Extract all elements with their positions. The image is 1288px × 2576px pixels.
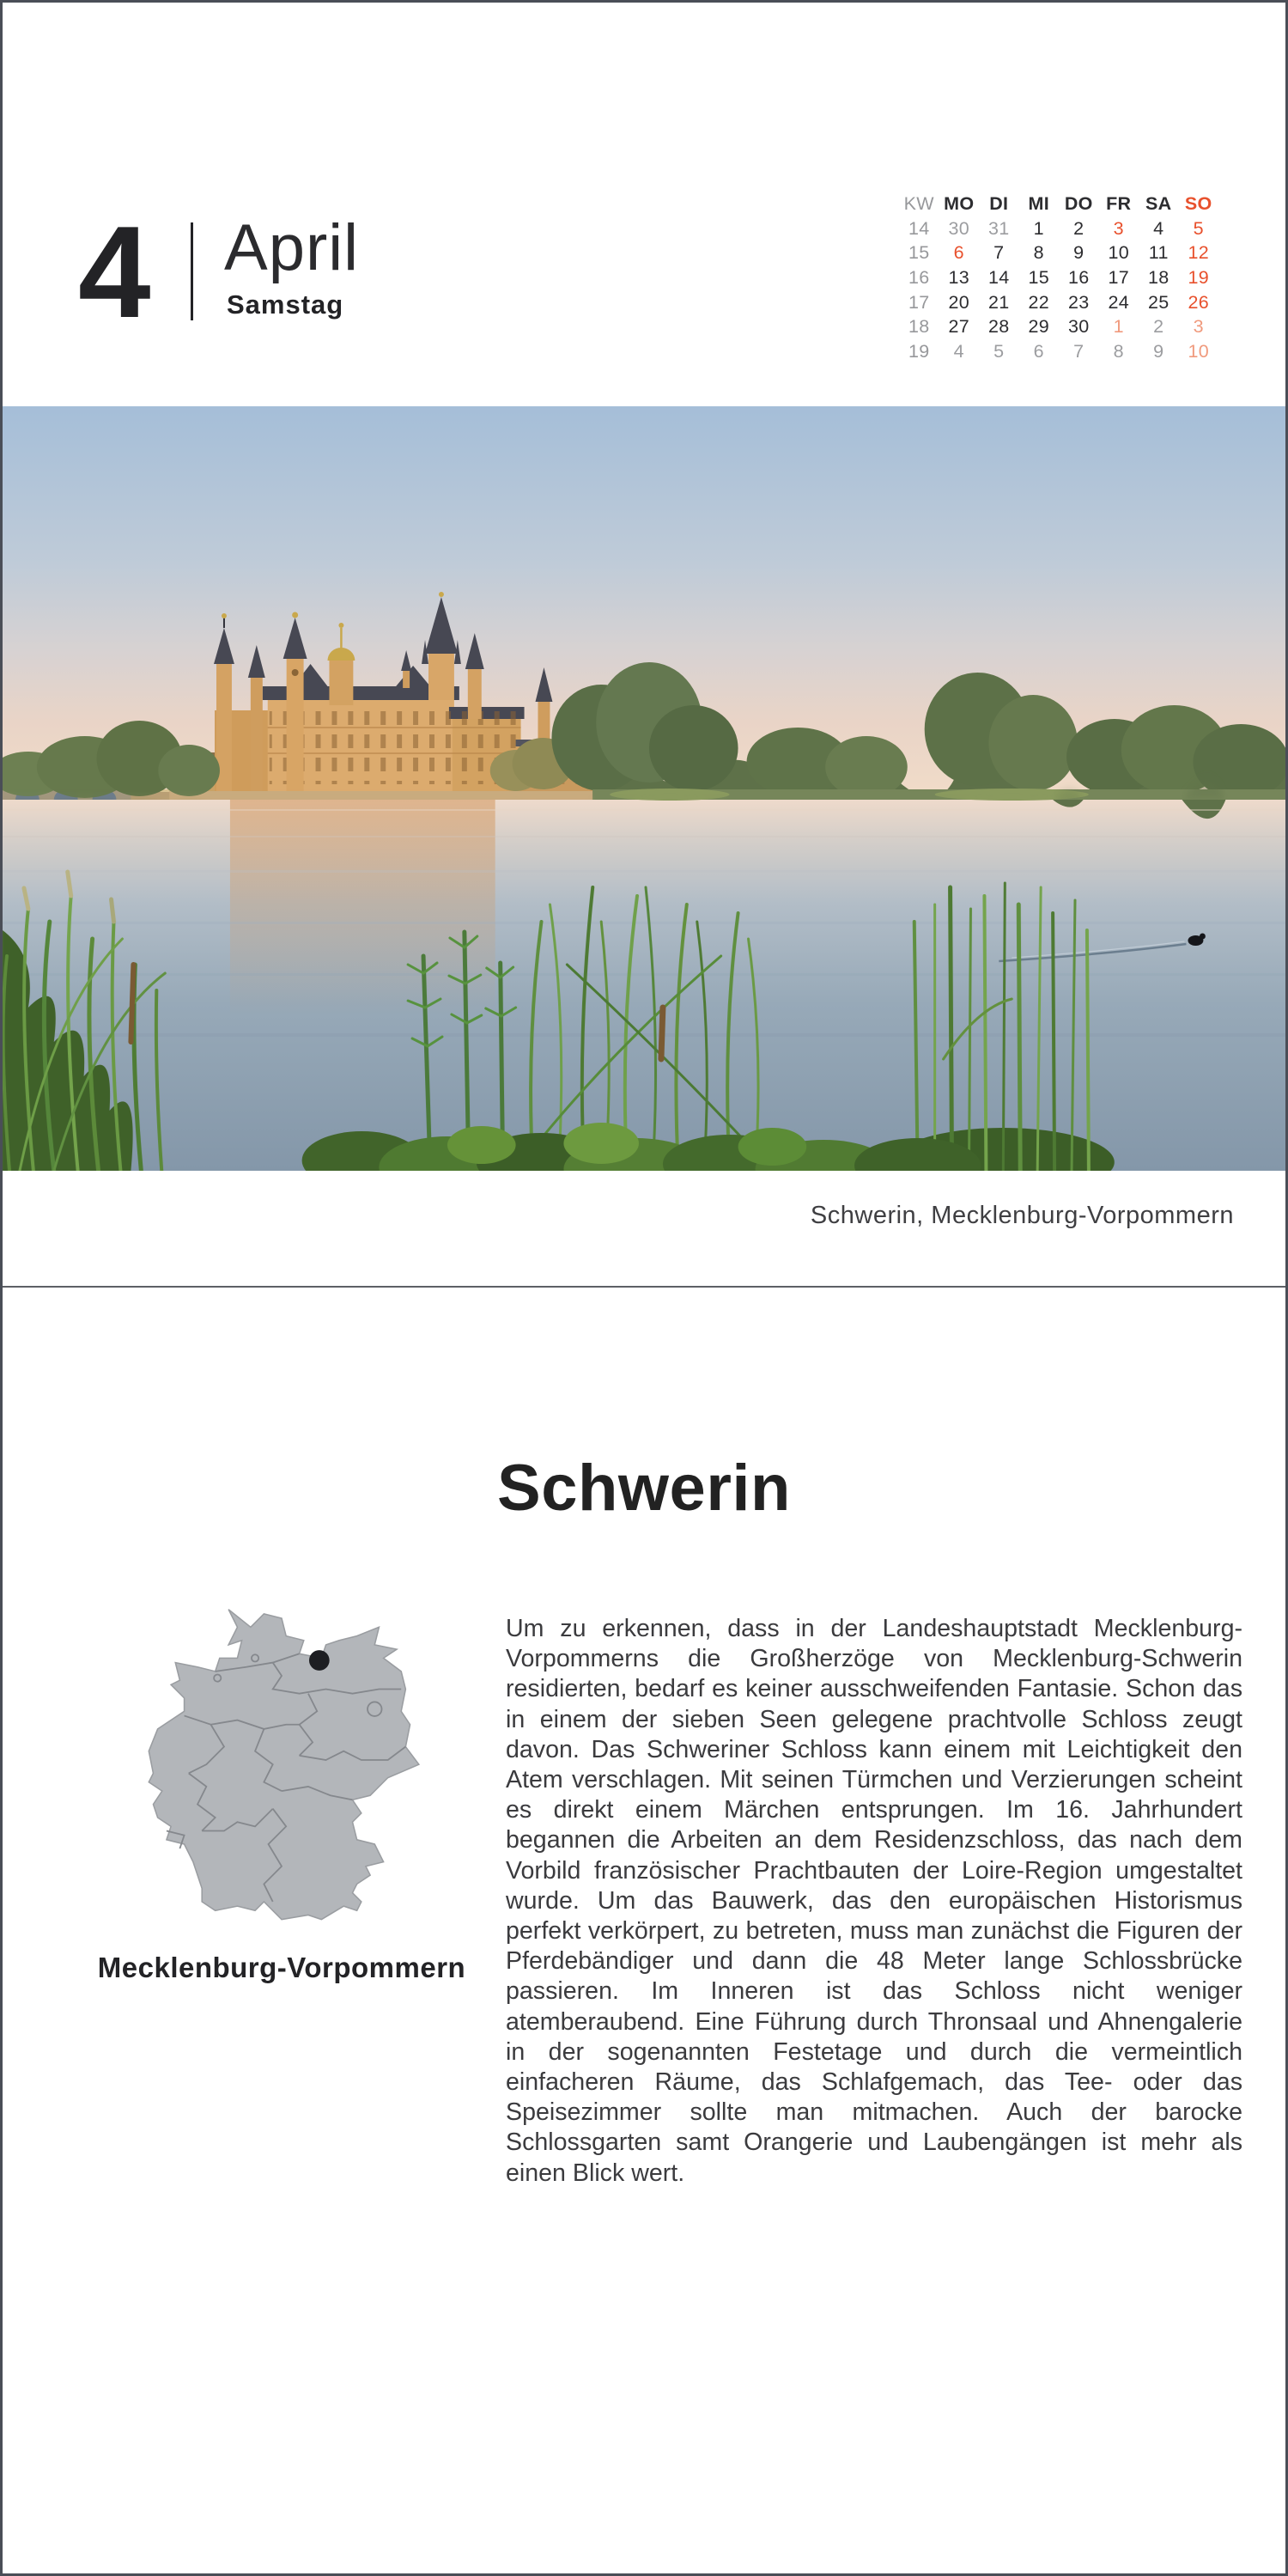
calendar-day: 9: [1153, 341, 1164, 362]
calendar-day: 10: [1108, 242, 1129, 264]
calendar-day-header: FR: [1106, 193, 1132, 214]
location-map-block: [80, 1586, 483, 1984]
calendar-day: 18: [1147, 267, 1170, 289]
calendar-day: 5: [993, 341, 1005, 362]
mini-calendar: [899, 192, 1218, 364]
calendar-day: 25: [1147, 291, 1170, 313]
golden-reflection-streak: [230, 800, 495, 1014]
calendar-day: 14: [987, 267, 1010, 289]
calendar-day: 24: [1108, 291, 1129, 313]
divider-rule: [3, 1286, 1285, 1288]
calendar-week-number: 14: [908, 217, 930, 239]
calendar-day: 10: [1188, 341, 1209, 362]
calendar-week-column-header: KW: [903, 193, 934, 214]
calendar-day: 8: [1113, 341, 1124, 362]
calendar-day: 13: [948, 267, 969, 289]
calendar-day: 17: [1108, 267, 1129, 289]
calendar-day: 9: [1073, 242, 1084, 264]
calendar-day: 1: [1113, 316, 1124, 338]
castle-photo: [3, 406, 1285, 1171]
calendar-day: 7: [993, 242, 1005, 264]
calendar-day: 1: [1033, 217, 1044, 239]
calendar-day: 15: [1028, 267, 1049, 289]
germany-outline: [149, 1610, 419, 1920]
calendar-week-number: 15: [908, 242, 930, 264]
calendar-day: 12: [1188, 242, 1209, 264]
calendar-day: 21: [987, 291, 1010, 313]
calendar-day-header: DI: [989, 193, 1009, 214]
calendar-day: 27: [948, 316, 969, 338]
calendar-day: 4: [953, 341, 964, 362]
calendar-day: 11: [1148, 242, 1169, 264]
calendar-day: 7: [1073, 341, 1084, 362]
calendar-day: 6: [1033, 341, 1044, 362]
calendar-week-number: 19: [908, 341, 930, 362]
day-number: 4: [78, 199, 149, 345]
photo-caption: Schwerin, Mecklenburg-Vorpommern: [810, 1202, 1234, 1229]
germany-map: [140, 1586, 423, 1934]
calendar-week-number: 17: [908, 291, 930, 313]
calendar-day-header: MI: [1028, 193, 1049, 214]
calendar-day: 30: [948, 217, 969, 239]
calendar-day: 5: [1193, 217, 1204, 239]
calendar-day-header: DO: [1064, 193, 1093, 214]
calendar-day: 26: [1188, 291, 1209, 313]
calendar-day: 3: [1113, 217, 1124, 239]
calendar-day: 23: [1067, 291, 1090, 313]
calendar-day-header: MO: [944, 193, 975, 214]
weekday-name: Samstag: [227, 289, 344, 320]
calendar-day: 2: [1153, 316, 1164, 338]
schwerin-location-dot: [309, 1650, 330, 1671]
calendar-week-number: 18: [908, 316, 930, 338]
article-body: Um zu erkennen, dass in der Landeshauptstadt Mecklenburg-Vorpommerns die Großherzöge von Mecklenburg-Schwerin residierten, bedarf es keiner ausschweifenden Fantasie. Schon das in einem der sieben Seen gelegene prachtvolle Schloss zeugt davon. Das Schweriner Schloss kann einem mit Leichtigkeit den Atem verschlagen. Mit seinen Türmchen und Verzierungen scheint es direkt einem Märchen entsprungen. Im 16. Jahrhundert begannen die Arbeiten an dem Residenzschloss, das nach dem Vorbild französischer Prachtbauten der Loire-Region umgestaltet wurde. Um das Bauwerk, das den europäischen Historismus perfekt verkörpert, zu betreten, muss man zunächst die Figuren der Pferdebändiger und dann die 48 Meter lange Schlossbrücke passieren. Im Inneren ist das Schloss nicht weniger atemberaubend. Eine Führung durch Thronsaal und Ahnengalerie in der sogenannten Festetage und durch die vermeintlich einfacheren Räume, das Schlafgemach, das Tee- oder das Speisezimmer sollte man mitmachen. Auch der barocke Schlossgarten samt Orangerie und Laubengängen ist mehr als einen Blick wert.: [506, 1615, 1242, 2187]
calendar-day: 30: [1067, 316, 1090, 338]
month-name: April: [224, 211, 360, 284]
header-divider: [191, 222, 193, 320]
article-title: Schwerin: [497, 1452, 791, 1525]
castle-photo-illustration: [3, 406, 1285, 1171]
calendar-day-header: SO: [1184, 193, 1212, 214]
calendar-day: 31: [987, 217, 1010, 239]
calendar-day: 6: [953, 242, 964, 264]
calendar-day: 29: [1028, 316, 1049, 338]
calendar-day-header: SA: [1145, 193, 1172, 214]
calendar-day: 2: [1073, 217, 1084, 239]
calendar-week-number: 16: [908, 267, 930, 289]
calendar-day: 3: [1193, 316, 1204, 338]
calendar-day: 8: [1033, 242, 1044, 264]
calendar-day: 19: [1188, 267, 1209, 289]
calendar-day: 20: [948, 291, 969, 313]
map-region-label: Mecklenburg-Vorpommern: [97, 1952, 466, 1983]
calendar-day: 28: [987, 316, 1010, 338]
calendar-day: 4: [1153, 217, 1164, 239]
calendar-day: 22: [1028, 291, 1049, 313]
calendar-day: 16: [1067, 267, 1090, 289]
